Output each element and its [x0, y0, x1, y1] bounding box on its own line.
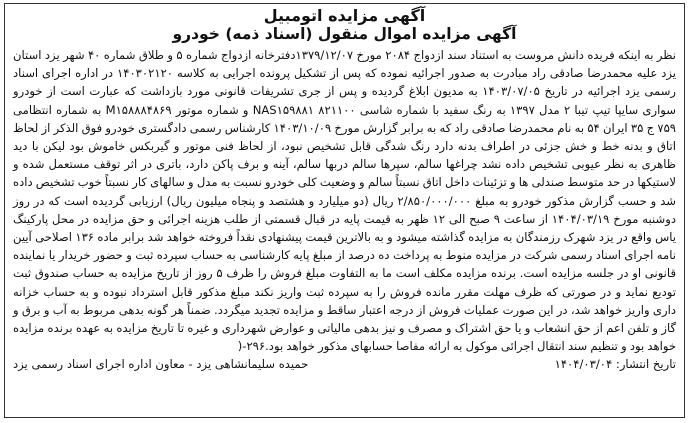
notice-title: آگهی مزایده اتومبیل [263, 6, 426, 25]
signature-line: حمیده سلیمانشاهی یزد - معاون اداره اجرای اسناد رسمی یزد [13, 357, 309, 372]
notice-footer [13, 355, 676, 373]
publish-date: تاریخ انتشار: ۱۴۰۴/۰۳/۰۴ [554, 357, 676, 372]
notice-subtitle: آگهی مزایده اموال منقول (اسناد ذمه) خودرو [172, 25, 517, 43]
auction-notice [4, 3, 685, 418]
notice-body: نظر به اینکه فریده دانش مروست به استناد سند ازدواج ۲۰۸۴ مورخ ۱۳۷۹/۱۲/۰۷دفترخانه ازدواج شماره ۵ و طلاق شماره ۴۰ شهر یزد استان یزد علیه محمدرضا صادقی راد مبادرت به صدور اجرائیه نموده که پس از تشکیل پرونده اجرایی به کلاسه ۱۴۰۳۰۲۱۲۰ در اداره اجرای اسناد رسمی یزد اجرائیه در تاریخ ۱۴۰۳/۰۷/۰۵ به مدیون ابلاغ گردیده و پس از جری تشریفات قانونی مورد بازداشت که عبارت است از خودرو سواری سایپا تیپ تیبا ۲ مدل ۱۳۹۷ به رنگ سفید با شماره شاسی NAS۱۵۹۸۸۱ ۸۲۱۱۰۰ و شماره موتور M۱۵۸۸۸۴۸۶۹ به شماره انتظامی ۷۵۹ ج ۳۵ ایران ۵۴ به نام محمدرضا صادقی راد که به برابر گزارش مورخ ۱۴۰۳/۱۰/۰۹ کارشناس رسمی دادگستری خودرو فوق الذکر از لحاظ اتاق و بدنه خط و خش جزئی در اطراف بدنه دارد رنگ شدگی قابل تشخیص نبود، از لحاظ فنی موتور و گیربکس خاموش بود لیکن با دید ظاهری به نظر عیوبی تشخیص داده نشد چراغها سالم، سپرها سالم دربها سالم، آینه و برف پاکن دارد، باتری در اثر توقف مستعمل شده و لاستیکها در حد متوسط صندلی ها و تزئینات داخل اتاق نسبتاً سالم و وضعیت کلی خودرو نسبت به مدل و سالهای کار نسبتاً خوب تشخیص داده شد و حسب گزارش مذکور خودرو به مبلغ ۲/۸۵۰/۰۰۰/۰۰۰ ریال (دو میلیارد و هشتصد و پنجاه میلیون ریال) ارزیابی گردیده است که در روز دوشنبه مورخ ۱۴۰۴/۰۳/۱۹ از ساعت ۹ صبح الی ۱۲ ظهر به قیمت پایه در قبال قسمتی از طلب هزینه اجرائی و حق مزایده در محل پارکینگ یاس واقع در یزد شهرک رزمندگان به مزایده گذاشته میشود و به بالاترین قیمت پیشنهادی نقداً فروخته خواهد شد برابر ماده ۱۳۶ اصلاحی آیین نامه اجرای اسناد رسمی شرکت در مزایده منوط به پرداخت ده درصد از مبلغ پایه کارشناسی به حساب سپرده ثبت و حضور خریدار یا نماینده قانونی او در جلسه مزایده است. برنده مزایده مکلف است ما به التفاوت مبلغ فروش را ظرف ۵ روز از تاریخ مزایده به حساب صندوق ثبت تودیع نماید و در صورتی که ظرف مهلت مقرر مانده فروش را به سپرده ثبت واریز نکند مبلغ مذکور قابل استرداد نبوده و به حساب خزانه داری واریز خواهد شد، در این صورت عملیات فروش از درجه اعتبار ساقط و مزایده تجدید میگردد. ضمناً هر گونه بدهی مربوط به آب و برق و گاز و تلفن اعم از حق انشعاب و یا حق اشتراک و مصرف و نیز بدهی مالیاتی و عوارض شهرداری و غیره تا تاریخ مزایده به عهده برنده مزایده خواهد بود و تنظیم سند انتقال اجرائی موکول به ارائه مفاصا حسابهای مذکور خواهد بود.۲۹۶-( [13, 48, 677, 354]
